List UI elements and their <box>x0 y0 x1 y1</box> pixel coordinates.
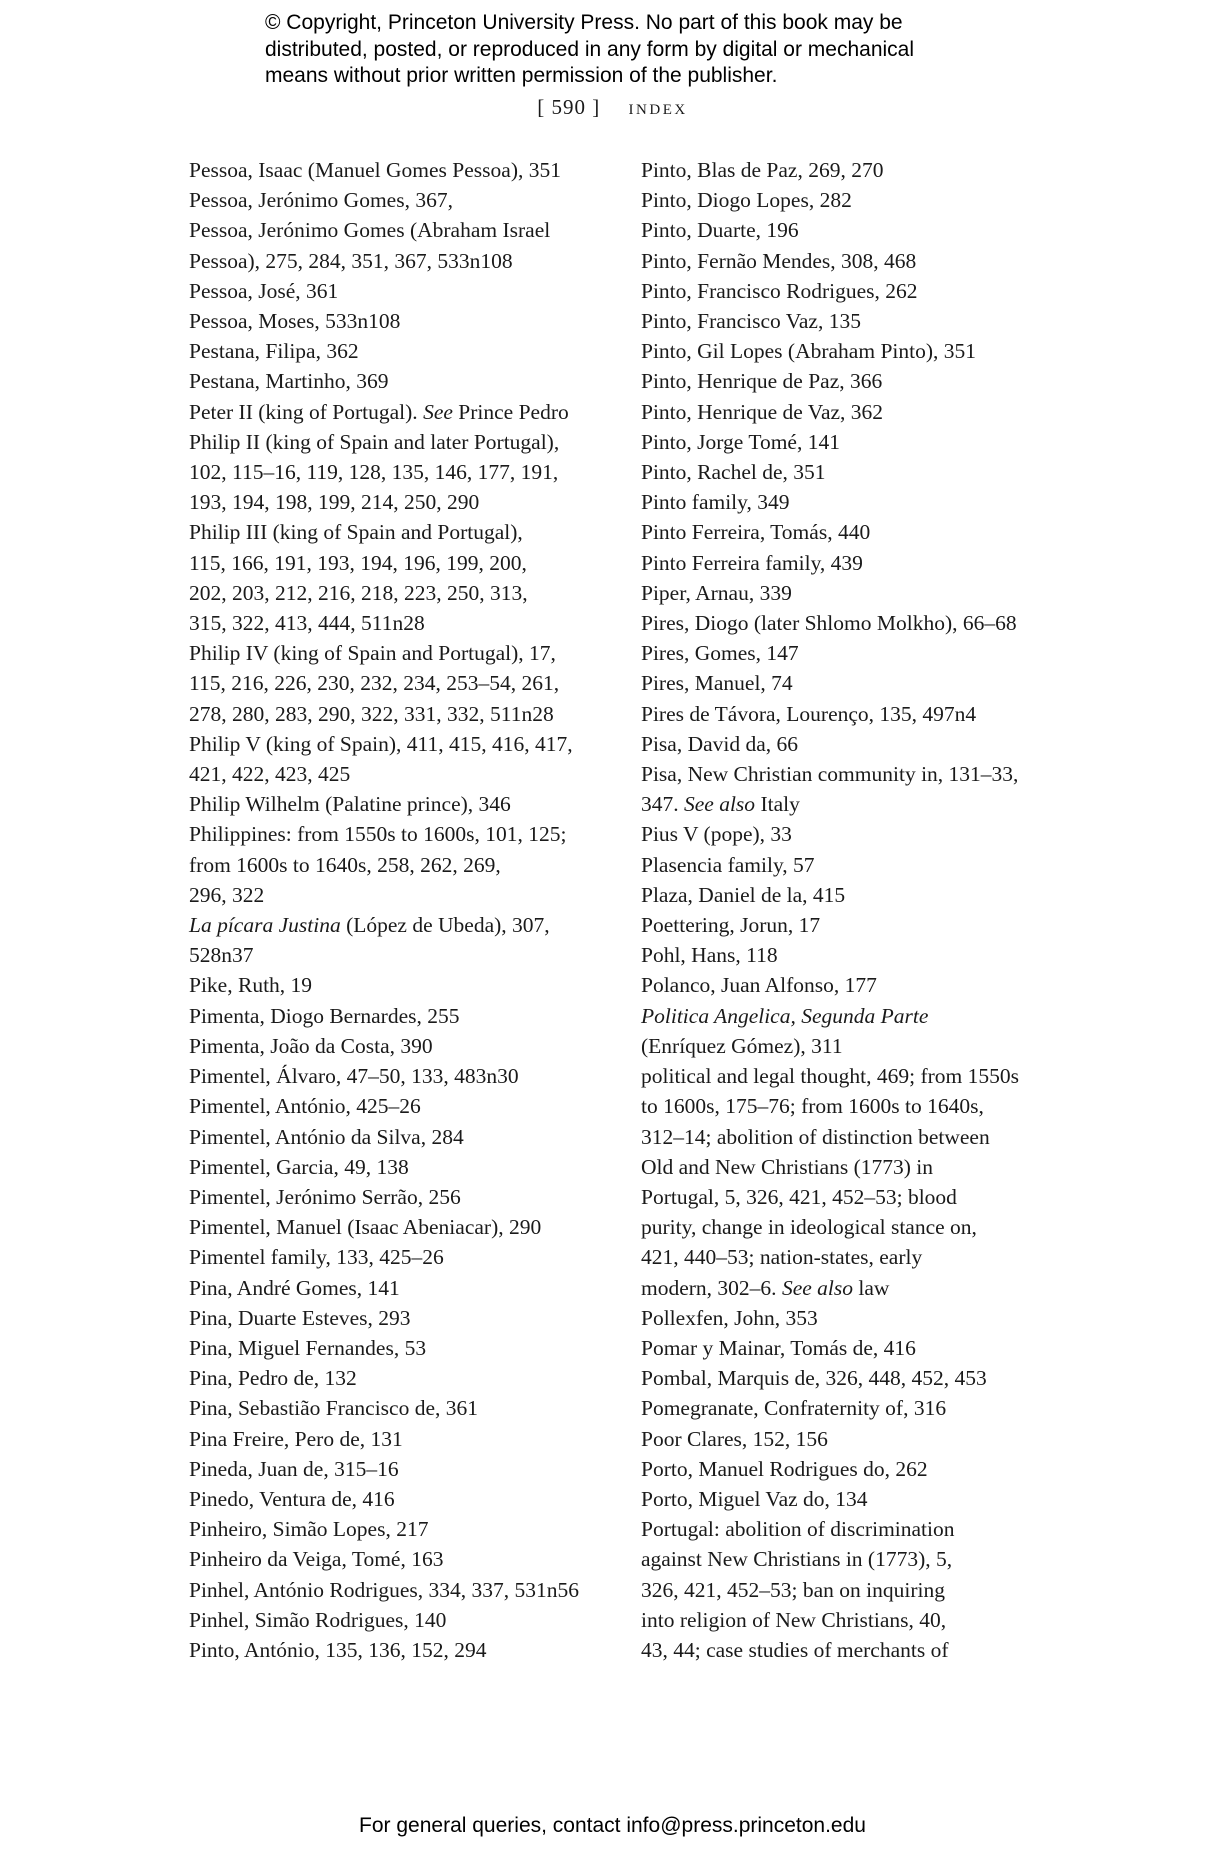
copyright-line: © Copyright, Princeton University Press. No part of this book may be <box>265 11 903 34</box>
index-entry-continuation <box>641 1031 1071 1061</box>
index-entry <box>641 1393 1071 1423</box>
index-entry <box>189 910 619 970</box>
index-entry <box>641 1303 1071 1333</box>
entry-text: 421, 422, 423, 425 <box>189 762 351 787</box>
entry-text: Pinheiro, Simão Lopes, 217 <box>189 1517 429 1542</box>
index-entry <box>641 880 1071 910</box>
index-entry <box>641 155 1071 185</box>
index-entry <box>641 759 1071 819</box>
copyright-notice <box>265 10 1025 90</box>
index-entry <box>189 276 619 306</box>
index-entry <box>641 910 1071 940</box>
index-entry-line <box>189 1242 619 1272</box>
index-entry <box>189 1393 619 1423</box>
index-entry <box>641 1514 1071 1665</box>
entry-text: Poettering, Jorun, 17 <box>641 913 821 938</box>
entry-text: Pires, Manuel, 74 <box>641 671 793 696</box>
index-entry <box>189 185 619 215</box>
entry-text: Pinhel, Simão Rodrigues, 140 <box>189 1607 447 1632</box>
entry-text: Pinedo, Ventura de, 416 <box>189 1486 395 1511</box>
index-entry-continuation <box>189 487 619 517</box>
italic-text: See also <box>684 792 756 817</box>
index-entry-continuation <box>189 246 619 276</box>
index-entry-line <box>189 1605 619 1635</box>
index-entry-line <box>189 1273 619 1303</box>
entry-text: Old and New Christians (1773) in <box>641 1154 934 1179</box>
index-entry <box>641 427 1071 457</box>
index-entry-continuation <box>641 1544 1071 1574</box>
index-entry-continuation <box>189 699 619 729</box>
entry-text: Philippines: from 1550s to 1600s, 101, 125; <box>189 822 567 847</box>
entry-text: Pinhel, António Rodrigues, 334, 337, 531n56 <box>189 1577 579 1602</box>
index-entry-line <box>189 1303 619 1333</box>
entry-text: Pimentel, Jerónimo Serrão, 256 <box>189 1184 461 1209</box>
index-entry-continuation <box>641 1635 1071 1665</box>
index-entry-line <box>641 1484 1071 1514</box>
index-entry <box>189 336 619 366</box>
index-entry-continuation <box>189 578 619 608</box>
index-entry <box>189 517 619 638</box>
index-entry-line <box>189 1544 619 1574</box>
entry-text: Porto, Miguel Vaz do, 134 <box>641 1486 868 1511</box>
entry-text: from 1600s to 1640s, 258, 262, 269, <box>189 852 501 877</box>
index-entry-continuation <box>641 1182 1071 1212</box>
entry-text: Pinheiro da Veiga, Tomé, 163 <box>189 1547 444 1572</box>
index-entry-continuation <box>189 608 619 638</box>
italic-text: La pícara Justina <box>189 913 341 938</box>
index-entry-line <box>189 1514 619 1544</box>
running-head-title: index <box>628 95 688 119</box>
index-entry <box>641 819 1071 849</box>
index-entry <box>641 336 1071 366</box>
entry-text: Pomegranate, Confraternity of, 316 <box>641 1396 947 1421</box>
entry-text: Pinto, Duarte, 196 <box>641 218 799 243</box>
index-entry-line <box>641 427 1071 457</box>
index-entry <box>641 578 1071 608</box>
index-entry <box>641 487 1071 517</box>
entry-text: Pimentel family, 133, 425–26 <box>189 1245 444 1270</box>
entry-text: Pinto family, 349 <box>641 490 790 515</box>
index-entry-line <box>189 1333 619 1363</box>
index-entry <box>641 1363 1071 1393</box>
entry-text: Pessoa, Moses, 533n108 <box>189 309 401 334</box>
index-entry-continuation <box>641 1575 1071 1605</box>
entry-text: modern, 302–6. <box>641 1275 782 1300</box>
entry-text: Pohl, Hans, 118 <box>641 943 778 968</box>
index-entry-line <box>641 1363 1071 1393</box>
index-entry <box>189 1152 619 1182</box>
index-entry-line <box>189 276 619 306</box>
entry-text: Plaza, Daniel de la, 415 <box>641 882 846 907</box>
entry-text: Pinto, Blas de Paz, 269, 270 <box>641 158 884 182</box>
entry-text: Pimenta, João da Costa, 390 <box>189 1033 433 1058</box>
entry-text: Pessoa, Jerónimo Gomes (Abraham Israel <box>189 218 551 243</box>
index-entry-line <box>641 1333 1071 1363</box>
index-entry <box>189 306 619 336</box>
entry-text: Pestana, Martinho, 369 <box>189 369 389 394</box>
index-entry <box>189 1605 619 1635</box>
entry-text: Pina, Pedro de, 132 <box>189 1366 357 1391</box>
index-entry-line <box>189 1484 619 1514</box>
index-entry-continuation <box>641 1242 1071 1272</box>
footer-contact: For general queries, contact info@press.princeton.edu <box>359 1814 866 1837</box>
index-entry-line <box>189 397 619 427</box>
entry-text: Pimentel, Manuel (Isaac Abeniacar), 290 <box>189 1215 542 1240</box>
entry-text: Pisa, David da, 66 <box>641 731 799 756</box>
index-entry-line <box>641 336 1071 366</box>
entry-text: Pires, Gomes, 147 <box>641 641 799 666</box>
italic-text: Politica Angelica, Segunda Parte <box>641 1003 929 1028</box>
index-entry <box>189 1242 619 1272</box>
entry-text: Pineda, Juan de, 315–16 <box>189 1456 399 1481</box>
index-entry-line <box>189 1212 619 1242</box>
entry-text: Pinto, Gil Lopes (Abraham Pinto), 351 <box>641 339 977 364</box>
index-entry-line <box>641 638 1071 668</box>
entry-text: 528n37 <box>189 943 254 968</box>
index-entry-continuation <box>189 880 619 910</box>
index-entry-line <box>189 1182 619 1212</box>
index-entry <box>641 638 1071 668</box>
index-entry-line <box>641 306 1071 336</box>
index-entry <box>189 1333 619 1363</box>
index-entry <box>189 1514 619 1544</box>
index-entry-line <box>189 819 619 849</box>
entry-text: into religion of New Christians, 40, <box>641 1607 947 1632</box>
index-entry <box>189 1544 619 1574</box>
entry-text: Portugal, 5, 326, 421, 452–53; blood <box>641 1184 957 1209</box>
entry-text: Pina, Duarte Esteves, 293 <box>189 1305 411 1330</box>
entry-text: Piper, Arnau, 339 <box>641 580 792 605</box>
entry-text: Pinto Ferreira family, 439 <box>641 550 863 575</box>
index-entry <box>641 970 1071 1000</box>
index-entry <box>189 1635 619 1665</box>
entry-text: Pimenta, Diogo Bernardes, 255 <box>189 1003 460 1028</box>
italic-text: See <box>423 399 453 424</box>
index-entry-line <box>641 940 1071 970</box>
entry-text: Pina, Sebastião Francisco de, 361 <box>189 1396 479 1421</box>
index-entry-line <box>189 638 619 668</box>
entry-text: Pinto, Fernão Mendes, 308, 468 <box>641 248 917 273</box>
index-entry-line <box>189 729 619 759</box>
index-entry <box>189 1001 619 1031</box>
index-entry-line <box>641 397 1071 427</box>
index-entry-line <box>641 699 1071 729</box>
entry-text: Pessoa), 275, 284, 351, 367, 533n108 <box>189 248 513 273</box>
index-entry-line <box>189 1122 619 1152</box>
entry-text: Pessoa, Isaac (Manuel Gomes Pessoa), 351 <box>189 158 561 182</box>
entry-text: 421, 440–53; nation-states, early <box>641 1245 923 1270</box>
entry-text: Pomar y Mainar, Tomás de, 416 <box>641 1335 916 1360</box>
entry-text: Prince Pedro <box>452 399 569 424</box>
entry-text: 115, 216, 226, 230, 232, 234, 253–54, 261, <box>189 671 560 696</box>
index-entry <box>641 185 1071 215</box>
index-entry <box>189 729 619 789</box>
index-entry <box>641 1454 1071 1484</box>
index-entry-line <box>641 1514 1071 1544</box>
entry-text: Peter II (king of Portugal). <box>189 399 424 424</box>
index-entry <box>189 1091 619 1121</box>
entry-text: Pimentel, António, 425–26 <box>189 1094 421 1119</box>
entry-text: Philip Wilhelm (Palatine prince), 346 <box>189 792 511 817</box>
entry-text: Pires, Diogo (later Shlomo Molkho), 66–68 <box>641 611 1017 636</box>
index-entry-line <box>641 276 1071 306</box>
entry-text: Portugal: abolition of discrimination <box>641 1517 955 1542</box>
index-entry <box>641 1061 1071 1303</box>
index-entry <box>189 1182 619 1212</box>
index-entry-line <box>641 1424 1071 1454</box>
entry-text: Pimentel, Álvaro, 47–50, 133, 483n30 <box>189 1064 519 1089</box>
index-entry-line <box>641 366 1071 396</box>
index-entry-line <box>641 578 1071 608</box>
entry-text: Polanco, Juan Alfonso, 177 <box>641 973 877 998</box>
copyright-line: distributed, posted, or reproduced in any form by digital or mechanical <box>265 37 915 61</box>
index-entry-continuation <box>189 850 619 880</box>
index-entry-line <box>641 548 1071 578</box>
index-entry-line <box>189 306 619 336</box>
entry-text: (Enríquez Gómez), 311 <box>641 1033 843 1058</box>
entry-text: 102, 115–16, 119, 128, 135, 146, 177, 191, <box>189 460 559 485</box>
index-entry <box>641 668 1071 698</box>
index-entry <box>189 1122 619 1152</box>
entry-text: Pina Freire, Pero de, 131 <box>189 1426 403 1451</box>
index-entry-line <box>641 1001 1071 1031</box>
index-entry <box>189 1303 619 1333</box>
index-entry <box>641 699 1071 729</box>
index-entry-line <box>641 668 1071 698</box>
italic-text: See also <box>781 1275 853 1300</box>
index-entry <box>641 548 1071 578</box>
entry-text: Porto, Manuel Rodrigues do, 262 <box>641 1456 928 1481</box>
index-entry-line <box>189 517 619 547</box>
entry-text: 326, 421, 452–53; ban on inquiring <box>641 1577 945 1602</box>
index-entry-line <box>189 789 619 819</box>
entry-text: Pinto, Diogo Lopes, 282 <box>641 188 852 213</box>
entry-text: Pinto, António, 135, 136, 152, 294 <box>189 1637 487 1662</box>
entry-text: 347. <box>641 792 684 817</box>
index-entry-line <box>189 1061 619 1091</box>
index-entry-line <box>189 1031 619 1061</box>
index-entry <box>641 1424 1071 1454</box>
entry-text: 43, 44; case studies of merchants of <box>641 1637 949 1662</box>
entry-text: Pinto, Henrique de Vaz, 362 <box>641 399 884 424</box>
entry-text: Pires de Távora, Lourenço, 135, 497n4 <box>641 701 977 726</box>
index-entry <box>189 1061 619 1091</box>
entry-text: Pike, Ruth, 19 <box>189 973 313 998</box>
index-entry-continuation <box>641 1605 1071 1635</box>
index-entry-line <box>641 487 1071 517</box>
index-entry-line <box>641 517 1071 547</box>
entry-text: Pinto, Rachel de, 351 <box>641 460 826 485</box>
entry-text: Philip II (king of Spain and later Portugal), <box>189 429 560 454</box>
entry-text: Pisa, New Christian community in, 131–33, <box>641 762 1019 787</box>
index-entry-line <box>641 608 1071 638</box>
entry-text: Plasencia family, 57 <box>641 852 815 877</box>
index-entry-line <box>641 880 1071 910</box>
index-entry <box>189 1484 619 1514</box>
entry-text: Pimentel, Garcia, 49, 138 <box>189 1154 409 1179</box>
index-entry-line <box>189 1363 619 1393</box>
entry-text: Pombal, Marquis de, 326, 448, 452, 453 <box>641 1366 987 1391</box>
entry-text: Pinto, Jorge Tomé, 141 <box>641 429 840 454</box>
index-entry-line <box>641 1303 1071 1333</box>
entry-text: Pessoa, Jerónimo Gomes, 367, <box>189 188 453 213</box>
index-entry-line <box>641 729 1071 759</box>
index-entry <box>641 517 1071 547</box>
entry-text: Italy <box>755 792 800 817</box>
index-entry-continuation <box>189 668 619 698</box>
entry-text: 193, 194, 198, 199, 214, 250, 290 <box>189 490 480 515</box>
index-entry-line <box>641 759 1071 789</box>
index-entry-line <box>641 850 1071 880</box>
entry-text: Philip V (king of Spain), 411, 415, 416, 417, <box>189 731 573 756</box>
index-entry-line <box>189 1091 619 1121</box>
index-entry <box>189 155 619 185</box>
entry-text: political and legal thought, 469; from 1550s <box>641 1064 1019 1089</box>
entry-text: to 1600s, 175–76; from 1600s to 1640s, <box>641 1094 984 1119</box>
entry-text: Pinto, Francisco Rodrigues, 262 <box>641 278 918 303</box>
index-entry-line <box>641 155 1071 185</box>
index-entry-continuation <box>189 759 619 789</box>
index-column-right <box>641 155 1071 1665</box>
index-entry <box>641 397 1071 427</box>
entry-text: Pinto, Francisco Vaz, 135 <box>641 309 861 334</box>
index-entry <box>189 819 619 910</box>
index-entry-line <box>641 185 1071 215</box>
index-entry <box>189 427 619 518</box>
index-entry-line <box>189 336 619 366</box>
index-entry-continuation <box>189 457 619 487</box>
index-entry <box>641 276 1071 306</box>
index-entry-line <box>641 819 1071 849</box>
index-column-left <box>189 155 619 1665</box>
index-entry <box>641 850 1071 880</box>
index-entry <box>189 970 619 1000</box>
entry-text: Pina, André Gomes, 141 <box>189 1275 400 1300</box>
entry-text: law <box>853 1275 890 1300</box>
entry-text: 278, 280, 283, 290, 322, 331, 332, 511n28 <box>189 701 554 726</box>
entry-text: Pina, Miguel Fernandes, 53 <box>189 1335 427 1360</box>
index-entry <box>189 1031 619 1061</box>
index-entry-line <box>641 1454 1071 1484</box>
index-entry <box>189 1575 619 1605</box>
index-entry <box>189 789 619 819</box>
index-entry-continuation <box>641 1212 1071 1242</box>
entry-text: Pius V (pope), 33 <box>641 822 792 847</box>
index-entry-line <box>189 1152 619 1182</box>
entry-text: Pimentel, António da Silva, 284 <box>189 1124 464 1149</box>
index-entry <box>641 306 1071 336</box>
index-entry <box>189 1273 619 1303</box>
index-entry-continuation <box>641 1122 1071 1152</box>
index-entry-continuation <box>641 1091 1071 1121</box>
index-entry-continuation <box>641 1273 1071 1303</box>
index-entry <box>641 215 1071 245</box>
entry-text: 202, 203, 212, 216, 218, 223, 250, 313, <box>189 580 528 605</box>
index-entry-line <box>189 1635 619 1665</box>
index-entry-line <box>189 1393 619 1423</box>
entry-text: Poor Clares, 152, 156 <box>641 1426 828 1451</box>
index-entry <box>189 215 619 275</box>
entry-text: 115, 166, 191, 193, 194, 196, 199, 200, <box>189 550 527 575</box>
index-entry-line <box>641 1061 1071 1091</box>
index-entry <box>641 457 1071 487</box>
entry-text: Pinto, Henrique de Paz, 366 <box>641 369 883 394</box>
entry-text: 315, 322, 413, 444, 511n28 <box>189 611 425 636</box>
entry-text: Philip IV (king of Spain and Portugal), 17, <box>189 641 556 666</box>
index-entry-line <box>189 970 619 1000</box>
index-entry-line <box>189 1424 619 1454</box>
index-entry-line <box>641 1393 1071 1423</box>
index-entry <box>641 1484 1071 1514</box>
index-entry <box>641 366 1071 396</box>
index-entry-line <box>189 1454 619 1484</box>
copyright-line: means without prior written permission of the publisher. <box>265 64 778 87</box>
index-entry <box>641 940 1071 970</box>
page-number: [ 590 ] <box>537 95 601 119</box>
entry-text: against New Christians in (1773), 5, <box>641 1547 953 1572</box>
index-entry <box>641 729 1071 759</box>
index-entry <box>641 1333 1071 1363</box>
index-entry-continuation <box>641 789 1071 819</box>
entry-text: purity, change in ideological stance on, <box>641 1215 977 1240</box>
index-entry-line <box>641 246 1071 276</box>
index-entry-line <box>189 185 619 215</box>
index-entry <box>189 366 619 396</box>
running-head <box>0 94 1225 120</box>
index-entry-line <box>189 366 619 396</box>
index-entry-continuation <box>641 1152 1071 1182</box>
index-entry-line <box>189 910 619 940</box>
index-entry-line <box>641 910 1071 940</box>
entry-text: 312–14; abolition of distinction between <box>641 1124 990 1149</box>
index-entry <box>641 246 1071 276</box>
index-entry-line <box>189 155 619 185</box>
index-entry-line <box>189 215 619 245</box>
entry-text: Pinto Ferreira, Tomás, 440 <box>641 520 871 545</box>
index-entry <box>189 1424 619 1454</box>
index-entry-line <box>189 1575 619 1605</box>
index-entry-line <box>189 427 619 457</box>
index-entry-line <box>189 1001 619 1031</box>
entry-text: Philip III (king of Spain and Portugal), <box>189 520 523 545</box>
index-entry <box>189 638 619 729</box>
index-entry-line <box>641 215 1071 245</box>
entry-text: Pessoa, José, 361 <box>189 278 339 303</box>
entry-text: (López de Ubeda), 307, <box>340 913 550 938</box>
index-entry-line <box>641 970 1071 1000</box>
index-entry <box>641 608 1071 638</box>
entry-text: Pollexfen, John, 353 <box>641 1305 818 1330</box>
index-entry <box>189 1212 619 1242</box>
index-entry <box>189 1454 619 1484</box>
index-entry <box>189 1363 619 1393</box>
index-entry-continuation <box>189 548 619 578</box>
index-entry <box>189 397 619 427</box>
entry-text: Pestana, Filipa, 362 <box>189 339 359 364</box>
entry-text: 296, 322 <box>189 882 265 907</box>
index-entry-continuation <box>189 940 619 970</box>
index-entry-line <box>641 457 1071 487</box>
index-entry <box>641 1001 1071 1061</box>
